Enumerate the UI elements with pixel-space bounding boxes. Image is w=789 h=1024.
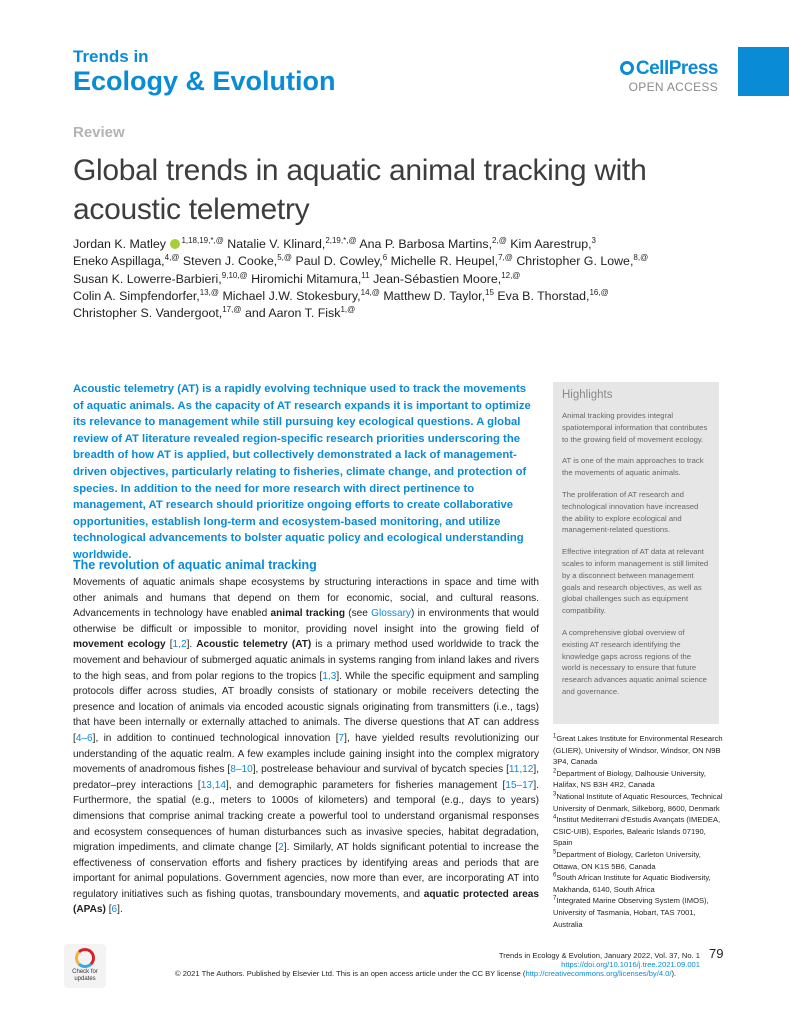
author-name[interactable]: Kim Aarestrup, <box>510 237 592 251</box>
publisher-name: CellPress <box>635 58 718 79</box>
author-affiliation-marker: 8,@ <box>633 253 649 263</box>
body-text-run: ]. <box>117 904 123 916</box>
affiliation-number: 3 <box>553 791 557 798</box>
author-name[interactable]: Susan K. Lowerre-Barbieri, <box>73 271 222 286</box>
affiliation-number: 7 <box>553 895 557 902</box>
body-text-run: ], in addition to continued technological innovation [ <box>92 732 339 744</box>
body-text-run: ], postrelease behaviour and survival of bycatch species [ <box>252 764 509 776</box>
author-affiliation-marker: 17,@ <box>222 305 242 315</box>
affiliation-text: Integrated Marine Observing System (IMOS), University of Tasmania, Hobart, TAS 7001, Australia <box>553 896 709 929</box>
journal-color-tab <box>738 47 789 96</box>
reference-link[interactable]: 1,2 <box>172 639 187 651</box>
author-affiliation-marker: 9,10,@ <box>221 270 248 280</box>
license-link[interactable]: http://creativecommons.org/licenses/by/4.0/ <box>525 969 672 978</box>
body-paragraph <box>73 575 539 918</box>
reference-link[interactable]: 11,12 <box>508 764 534 776</box>
badge-label <box>64 969 106 983</box>
author-name[interactable]: Michael J.W. Stokesbury, <box>222 288 361 303</box>
body-text-run: (see <box>345 608 372 620</box>
affiliation-number: 5 <box>553 849 557 856</box>
author-name[interactable]: Paul D. Cowley, <box>295 254 383 269</box>
section-heading: The revolution of aquatic animal tracking <box>73 558 317 572</box>
reference-link[interactable]: 8–10 <box>230 764 253 776</box>
reference-link[interactable]: 7 <box>338 732 345 744</box>
body-text-run: ]. While the specific equipment and sampling protocols differ across studies, AT broadly consists of stationary or mobile receivers detecting the presence and location of animals via encoded acoustic signals originating from transmitters (i.e., tags) that have been internally or externally attached to animals. The diverse questions that AT can address [ <box>73 670 539 744</box>
highlight-item: Animal tracking provides integral spatiotemporal information that contributes to the growing field of movement ecology. <box>562 411 708 444</box>
author-name[interactable]: Michelle R. Heupel, <box>390 254 499 269</box>
glossary-term: animal tracking <box>270 608 346 620</box>
glossary-term: movement ecology <box>73 639 166 651</box>
reference-link[interactable]: 2 <box>278 842 284 854</box>
affiliation-item <box>553 895 723 930</box>
body-text-run: ]. Furthermore, the spatial (e.g., meters to 1000s of kilometers) and temporal (e.g., days to years) dimensions that comprise animal tracking create a powerful tool to understand organismal responses and ecosystem consequences of human disturbances such as invasive species, habitat degradation, migration impediments, and climate change [ <box>73 779 540 854</box>
affiliation-text: Institut Mediterrani d'Estudis Avançats (IMEDEA, CSIC-UIB), Esporles, Balearic Islands 07190, Spain <box>553 815 721 848</box>
body-text-run: ]. <box>186 639 197 651</box>
affiliation-text: Great Lakes Institute for Environmental Research (GLIER), University of Windsor, Windsor, ON N9B 3P4, Canada <box>553 734 723 767</box>
affiliation-number: 4 <box>553 814 557 821</box>
affiliation-item <box>553 814 723 849</box>
author-affiliation-marker: 12,@ <box>501 270 521 280</box>
journal-name-line1: Trends in <box>73 47 149 66</box>
body-text-run: ], have yielded results revolutionizing our understanding of the aquatic realm. A few examples include gaining insight into the complex migratory movements of anadromous fishes [ <box>73 732 539 776</box>
author-affiliation-marker: 16,@ <box>589 287 609 297</box>
author-affiliation-marker: 7,@ <box>498 253 513 263</box>
body-text-run: ], predator–prey interactions [ <box>73 764 539 791</box>
author-name[interactable]: Hiromichi Mitamura, <box>251 271 362 286</box>
affiliation-text: Department of Biology, Carleton University, Ottawa, ON K1S 5B6, Canada <box>553 849 701 871</box>
glossary-term: aquatic protected areas (APAs) <box>73 888 539 916</box>
author-affiliation-marker: 14,@ <box>360 287 380 297</box>
author-affiliation-marker: 3 <box>591 235 596 245</box>
body-text-run: is a primary method used worldwide to track the movement and behaviour of submerged aquatic animals in systems ranging from inland lakes and rivers to the high seas, and from polar regions to the tropics [ <box>73 639 539 682</box>
author-name[interactable]: Eva B. Thorstad, <box>497 288 590 303</box>
author-name[interactable]: Jean-Sébastien Moore, <box>373 271 502 286</box>
highlight-item: A comprehensive global overview of existing AT research identifying the knowledge gaps across regions of the world is necessary to ensure that future research advances aquatic animal science and governance. <box>562 627 707 696</box>
body-text-run: [ <box>165 639 173 651</box>
page-number: 79 <box>709 946 724 961</box>
highlights-box <box>553 382 719 724</box>
affiliation-item <box>553 872 723 895</box>
author-name[interactable]: Christopher G. Lowe, <box>516 254 634 269</box>
glossary-link[interactable]: Glossary <box>371 608 411 620</box>
journal-citation: Trends in Ecology & Evolution, January 2022, Vol. 37, No. 1 <box>498 951 700 960</box>
body-text-run: ) in environments that would otherwise be difficult or impossible to monitor, providing novel insight into the growing field of <box>73 608 539 635</box>
author-name[interactable]: Jordan K. Matley <box>73 237 166 251</box>
doi-link[interactable]: https://doi.org/10.1016/j.tree.2021.09.001 <box>561 960 700 969</box>
reference-link[interactable]: 13,14 <box>200 779 226 791</box>
author-affiliation-marker: 1,18,19,*,@ <box>181 235 224 245</box>
author-name[interactable]: Steven J. Cooke, <box>182 254 278 269</box>
open-access-label: OPEN ACCESS <box>628 80 718 94</box>
author-affiliation-marker: 4,@ <box>164 253 180 263</box>
affiliation-number: 1 <box>553 733 557 740</box>
author-name[interactable]: Natalie V. Klinard, <box>227 237 326 251</box>
copyright-text: ). <box>671 969 677 978</box>
badge-label-line: Check for <box>72 969 98 975</box>
affiliations <box>553 733 723 930</box>
author-name[interactable]: Ana P. Barbosa Martins, <box>359 237 493 251</box>
author-affiliation-marker: 6 <box>382 253 388 263</box>
body-text-run: ]. Similarly, AT holds significant potential to increase the effectiveness of conservation efforts and fishery practices by identifying areas and periods that are important for animal populations. Government agencies, now more than ever, are incorporating AT into regulatory initiatives such as fishing quotas, transboundary movements, and <box>73 842 540 900</box>
check-for-updates-badge[interactable] <box>64 944 106 988</box>
author-affiliation-marker: 13,@ <box>199 287 219 297</box>
citation-footer <box>300 951 700 969</box>
author-affiliation-marker: 5,@ <box>277 253 293 263</box>
cellpress-logo-icon <box>620 61 634 75</box>
copyright-text: © 2021 The Authors. Published by Elsevier Ltd. This is an open access article under the CC BY license ( <box>175 969 526 978</box>
body-text-run: ], and demographic parameters for fisheries management [ <box>225 779 506 791</box>
highlight-item: AT is one of the main approaches to track the movements of aquatic animals. <box>562 456 704 478</box>
publisher-logo[interactable] <box>612 58 718 94</box>
author-name[interactable]: Christopher S. Vandergoot, <box>73 306 223 321</box>
reference-link[interactable]: 6 <box>111 904 118 916</box>
glossary-term: Acoustic telemetry (AT) <box>196 639 312 651</box>
reference-link[interactable]: 4–6 <box>75 732 93 744</box>
affiliation-number: 2 <box>553 768 557 775</box>
journal-name-line2: Ecology & Evolution <box>73 66 336 96</box>
affiliation-item <box>553 768 723 791</box>
reference-link[interactable]: 1,3 <box>322 670 337 682</box>
affiliation-item <box>553 791 723 814</box>
abstract: Acoustic telemetry (AT) is a rapidly evolving technique used to track the movements of aquatic animals. As the capacity of AT research expands it is important to optimize its relevance to management while still pursuing key ecological questions. A global review of AT literature revealed region-specific research priorities underscoring the breadth of how AT is applied, but collectively demonstrated a lack of management-driven objectives, particularly relating to fisheries, climate change, and protection of species. In addition to the need for more research with direct pertinence to management, AT research should prioritize ongoing efforts to create collaborative opportunities, establish long-term and ecosystem-based monitoring, and utilize technological advancements to bolster aquatic policy and ecological understanding worldwide. <box>73 383 531 561</box>
orcid-icon[interactable] <box>170 239 180 249</box>
affiliation-text: South African Institute for Aquatic Biodiversity, Makhanda, 6140, South Africa <box>553 873 711 894</box>
author-name[interactable]: Colin A. Simpfendorfer, <box>73 288 200 303</box>
affiliation-text: Department of Biology, Dalhousie University, Halifax, NS B3H 4R2, Canada <box>553 768 706 790</box>
badge-label-line: updates <box>74 976 96 982</box>
highlight-item: The proliferation of AT research and technological innovation have increased the ability to explore ecological and management-related questions. <box>562 489 699 535</box>
check-for-updates-icon <box>75 948 95 968</box>
author-affiliation-marker: 1,@ <box>340 305 356 315</box>
highlight-item: Effective integration of AT data at relevant scales to inform management is still limited by a disconnect between management goals and research objectives, as well as global challenges such as equipment compatibility. <box>562 547 709 616</box>
affiliation-number: 6 <box>553 872 557 879</box>
author-affiliation-marker: 11 <box>361 270 370 280</box>
author-name[interactable]: and Aaron T. Fisk <box>244 306 341 321</box>
author-affiliation-marker: 15 <box>485 287 494 297</box>
body-text-run: Movements of aquatic animals shape ecosystems by structuring interactions in space and time with other animals and humans that depend on them for economic, social, and cultural reasons. Advancements in technology have enabled <box>73 577 539 620</box>
author-affiliation-marker: 2,19,*,@ <box>325 235 357 245</box>
author-name[interactable]: Matthew D. Taylor, <box>383 288 486 303</box>
highlights-heading: Highlights <box>562 389 613 401</box>
affiliation-text: National Institute of Aquatic Resources, Technical University of Denmark, Silkeborg, 8600, Denmark <box>553 791 723 813</box>
author-list <box>73 236 713 322</box>
copyright-notice <box>175 969 715 978</box>
affiliation-item <box>553 849 723 872</box>
affiliation-item <box>553 733 723 768</box>
reference-link[interactable]: 15–17 <box>505 779 534 791</box>
body-text-run: [ <box>105 904 112 916</box>
article-type-label: Review <box>73 124 125 141</box>
author-affiliation-marker: 2,@ <box>492 235 507 245</box>
author-name[interactable]: Eneko Aspillaga, <box>73 254 165 269</box>
article-title: Global trends in aquatic animal tracking with acoustic telemetry <box>73 154 647 226</box>
